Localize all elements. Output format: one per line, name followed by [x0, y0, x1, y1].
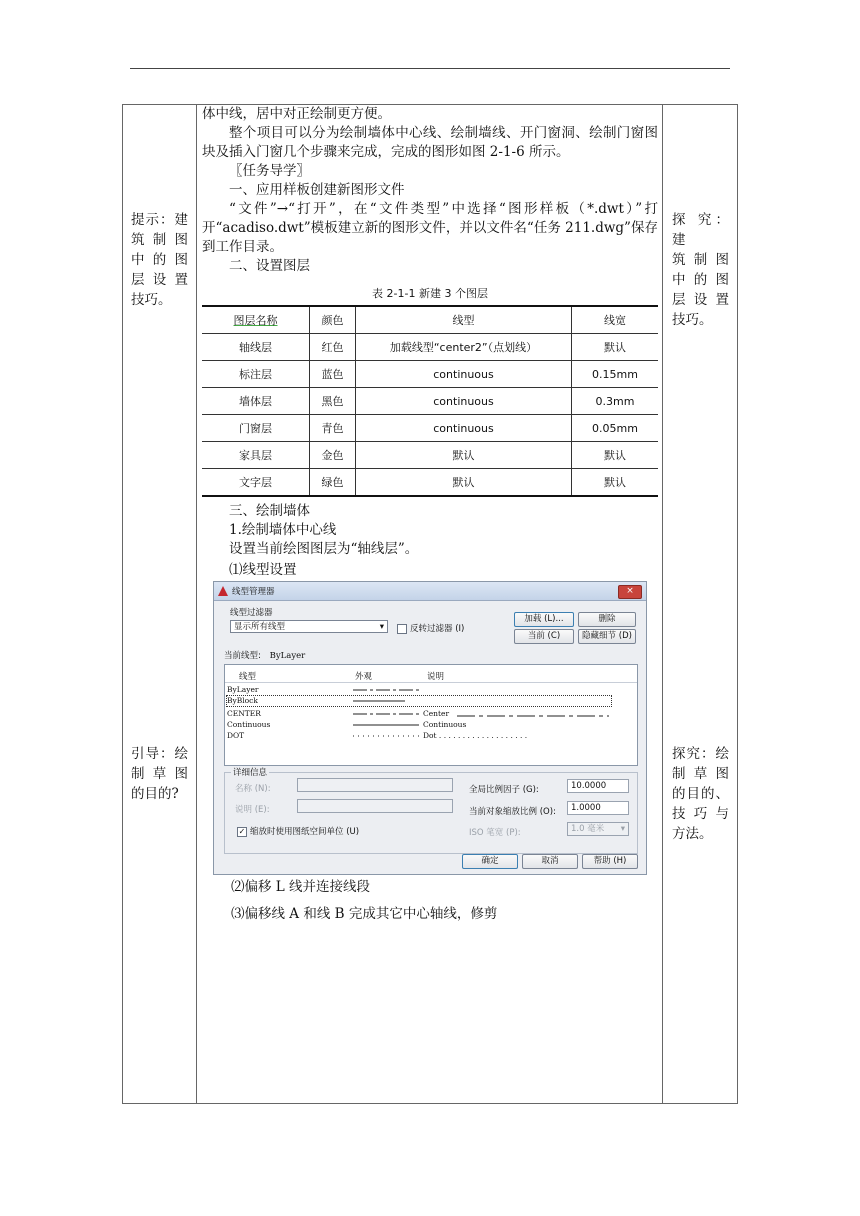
- ok-button[interactable]: 确定: [462, 854, 518, 869]
- table-cell: 墙体层: [202, 388, 310, 415]
- filter-label: 线型过滤器: [230, 608, 273, 618]
- column-header-description: 说明: [427, 672, 445, 682]
- body-current-layer: 设置当前绘图图层为“轴线层”。: [229, 541, 419, 557]
- body-paragraph-steps: 整个项目可以分为绘制墙体中心线、绘制墙线、开门窗洞、绘制门窗图块及插入门窗几个步骤来完成，完成的图形如图 2-1-6 所示。: [202, 125, 658, 160]
- continuous-description: Continuous: [423, 720, 467, 729]
- checkbox-checked: ✓: [238, 826, 246, 836]
- dot-description: Dot . . . . . . . . . . . . . . . . . . .: [423, 731, 528, 740]
- list-item[interactable]: DOT: [227, 731, 245, 740]
- iso-pen-width-select[interactable]: [567, 822, 629, 836]
- table-cell: 蓝色: [310, 361, 356, 388]
- section-heading-3: 三、绘制墙体: [229, 503, 310, 519]
- center-line-preview: [353, 712, 421, 716]
- cancel-button[interactable]: 取消: [522, 854, 578, 869]
- list-item[interactable]: Continuous: [227, 720, 271, 729]
- section-heading-guide: 〖任务导学〗: [229, 163, 310, 179]
- column-header-linetype: 线型: [239, 672, 257, 682]
- section-heading-2: 二、设置图层: [229, 258, 310, 274]
- current-linetype-label: 当前线型:: [224, 651, 261, 661]
- body-paragraph-template: “文件”→“打开”，在“文件类型”中选择“图形样板（*.dwt）”打开“acadiso.dwt”模板建立新的图形文件，并以文件名“任务 211.dwg”保存到工作目录。: [202, 201, 658, 255]
- global-scale-field[interactable]: 10.0000: [567, 779, 629, 793]
- continuous-line-preview: [353, 723, 419, 727]
- object-scale-field[interactable]: 1.0000: [567, 801, 629, 815]
- filter-select[interactable]: [230, 620, 388, 633]
- invert-filter-label: 反转过滤器 (I): [410, 624, 465, 634]
- object-scale-label: 当前对象缩放比例 (O):: [469, 807, 556, 817]
- step-offset-ab: ⑶偏移线 A 和线 B 完成其它中心轴线，修剪: [231, 906, 498, 922]
- table-cell: 红色: [310, 334, 356, 361]
- table-row: [202, 469, 658, 497]
- table-row: [202, 361, 658, 388]
- linetype-manager-dialog: [213, 581, 647, 875]
- details-group: [224, 768, 638, 854]
- details-title: 详细信息: [233, 768, 268, 778]
- table-cell: 门窗层: [202, 415, 310, 442]
- checkbox-box: [397, 624, 407, 634]
- table-row: [202, 388, 658, 415]
- center-description: Center: [423, 709, 450, 718]
- column-divider-left: [196, 105, 197, 1103]
- paper-space-units-label: 缩放时使用图纸空间单位 (U): [250, 827, 360, 837]
- subheading-centerline: 1.绘制墙体中心线: [229, 522, 337, 538]
- table-cell: 0.05mm: [572, 415, 659, 442]
- left-note-layer-tips: 提示：建 筑 制 图 中 的 图 层 设 置 技巧。: [131, 212, 188, 308]
- table-cell: 标注层: [202, 361, 310, 388]
- hide-details-button[interactable]: 隐藏细节 (D): [578, 629, 636, 644]
- linetype-list[interactable]: [224, 664, 638, 766]
- center-desc-line: [457, 712, 609, 718]
- dialog-title: 线型管理器: [232, 587, 275, 597]
- table-row: [202, 442, 658, 469]
- global-scale-label: 全局比例因子 (G):: [469, 785, 539, 795]
- table-caption: 表 2-1-1 新建 3 个图层: [372, 287, 488, 300]
- list-item[interactable]: ByBlock: [227, 696, 258, 705]
- paper-space-units-checkbox[interactable]: [237, 825, 359, 837]
- table-cell: 家具层: [202, 442, 310, 469]
- table-cell: 默认: [356, 469, 572, 497]
- description-label: 说明 (E):: [235, 805, 270, 815]
- right-note-layer-explore: 探 究：建 筑 制 图 中 的 图 层 设 置 技巧。: [672, 212, 729, 328]
- table-header-cell: 颜色: [310, 306, 356, 334]
- table-cell: continuous: [356, 415, 572, 442]
- table-header-row: [202, 306, 658, 334]
- name-label: 名称 (N):: [235, 784, 271, 794]
- current-linetype: [224, 649, 305, 661]
- table-header-cell: 线型: [356, 306, 572, 334]
- table-row: [202, 334, 658, 361]
- dialog-titlebar: [214, 582, 646, 601]
- table-cell: continuous: [356, 361, 572, 388]
- column-divider-right: [662, 105, 663, 1103]
- table-cell: 0.3mm: [572, 388, 659, 415]
- close-button[interactable]: ×: [618, 585, 642, 599]
- table-cell: 青色: [310, 415, 356, 442]
- table-cell: 加载线型“center2”（点划线）: [356, 334, 572, 361]
- layer-table: [202, 305, 658, 497]
- dot-line-preview: [353, 734, 419, 738]
- chevron-down-icon: ▾: [379, 622, 384, 632]
- step-linetype: ⑴线型设置: [229, 562, 297, 578]
- help-button[interactable]: 帮助 (H): [582, 854, 638, 869]
- filter-select-value: 显示所有线型: [234, 622, 286, 632]
- load-button[interactable]: 加载 (L)...: [514, 612, 574, 627]
- current-button[interactable]: 当前 (C): [514, 629, 574, 644]
- step-offset-l: ⑵偏移 L 线并连接线段: [231, 879, 371, 895]
- byblock-line-preview: [353, 699, 405, 703]
- delete-button[interactable]: 删除: [578, 612, 636, 627]
- table-cell: 默认: [572, 334, 659, 361]
- table-cell: 0.15mm: [572, 361, 659, 388]
- current-linetype-value: ByLayer: [269, 651, 306, 661]
- bylayer-line-preview: [353, 688, 421, 692]
- right-note-sketch-explore: 探究：绘 制 草 图 的目的、 技 巧 与 方法。: [672, 746, 729, 842]
- iso-pen-width-value: 1.0 毫米: [571, 824, 605, 834]
- table-cell: 绿色: [310, 469, 356, 497]
- section-heading-1: 一、应用样板创建新图形文件: [229, 182, 405, 198]
- autocad-app-icon: [218, 586, 228, 596]
- table-cell: 默认: [572, 442, 659, 469]
- table-cell: 默认: [356, 442, 572, 469]
- invert-filter-checkbox[interactable]: [397, 622, 464, 634]
- table-row: [202, 415, 658, 442]
- list-item[interactable]: ByLayer: [227, 685, 259, 694]
- table-cell: 默认: [572, 469, 659, 497]
- list-header-divider: [225, 682, 637, 683]
- header-rule: [130, 68, 730, 69]
- left-note-sketch: 引导：绘 制 草 图 的目的?: [131, 746, 188, 802]
- iso-pen-width-label: ISO 笔宽 (P):: [469, 828, 521, 838]
- table-header-cell: 图层名称: [202, 306, 310, 334]
- table-cell: 黑色: [310, 388, 356, 415]
- chevron-down-icon: ▾: [620, 824, 625, 834]
- description-field[interactable]: [297, 799, 453, 813]
- table-cell: continuous: [356, 388, 572, 415]
- list-item[interactable]: CENTER: [227, 709, 261, 718]
- table-cell: 金色: [310, 442, 356, 469]
- table-header-cell: 线宽: [572, 306, 659, 334]
- list-item-selected[interactable]: [226, 695, 612, 707]
- table-cell: 轴线层: [202, 334, 310, 361]
- column-header-appearance: 外观: [355, 672, 373, 682]
- body-line-1: 体中线，居中对正绘制更方便。: [202, 106, 391, 122]
- name-field[interactable]: [297, 778, 453, 792]
- table-cell: 文字层: [202, 469, 310, 497]
